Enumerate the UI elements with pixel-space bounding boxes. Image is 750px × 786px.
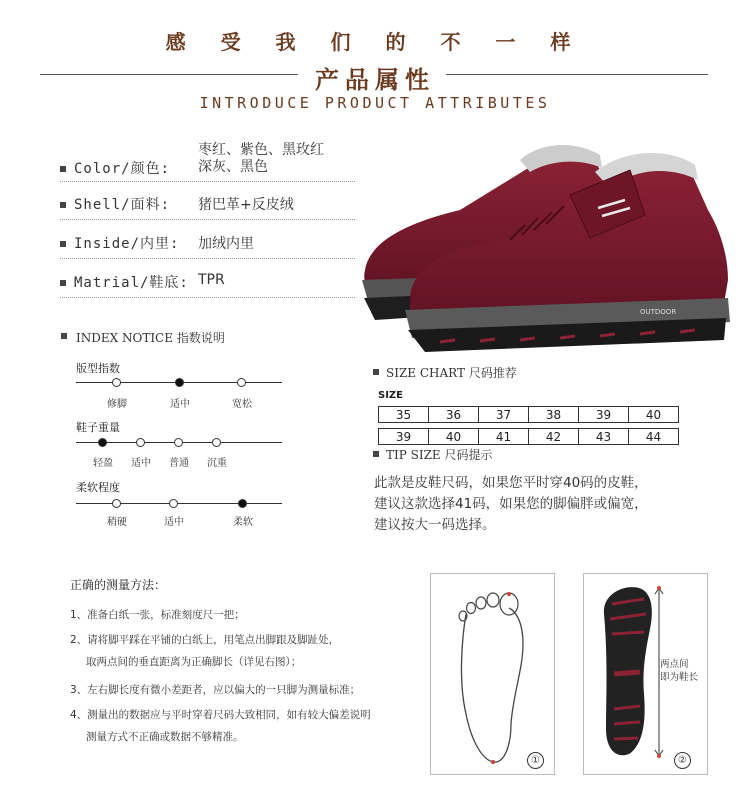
scale-fit-option: 修脚 xyxy=(107,399,127,410)
measure-title: 正确的测量方法： xyxy=(70,578,167,592)
bullet-square xyxy=(60,241,66,247)
index-notice-title: INDEX NOTICE 指数说明 xyxy=(76,331,225,345)
size-cell: 37 xyxy=(479,407,529,423)
scale-softness-track xyxy=(76,503,282,504)
bullet-square xyxy=(60,202,66,208)
product-shoe-image xyxy=(340,130,740,360)
scale-fit-dot-2 xyxy=(237,378,246,387)
shoe-brand-text: OUTDOOR xyxy=(640,308,677,316)
scale-fit-dot-0 xyxy=(112,378,121,387)
attr-color xyxy=(60,142,355,178)
scale-fit-option: 适中 xyxy=(170,399,190,410)
scale-weight-option: 轻盈 xyxy=(93,458,113,469)
figure-number: ① xyxy=(527,752,544,769)
attr-label: Color/颜色: xyxy=(74,161,171,177)
size-cell: 40 xyxy=(629,407,679,423)
scale-fit-dot-1 xyxy=(175,378,184,387)
attr-label: Shell/面料: xyxy=(74,197,171,213)
scale-weight-label: 鞋子重量 xyxy=(76,421,120,434)
scale-fit-option: 宽松 xyxy=(232,399,252,410)
scale-softness-dot-1 xyxy=(169,499,178,508)
bullet-square xyxy=(60,280,66,286)
divider xyxy=(60,181,355,182)
tip-title: TIP SIZE 尺码提示 xyxy=(386,448,493,462)
tip-line: 此款是皮鞋尺码，如果您平时穿40码的皮鞋， xyxy=(374,475,648,491)
sole-label-line: 即为鞋长 xyxy=(660,672,699,683)
size-cell: 35 xyxy=(379,407,429,423)
size-cell: 36 xyxy=(429,407,479,423)
attr-value-line: 枣红、紫色、黑玫红 xyxy=(198,142,324,158)
scale-softness-label: 柔软程度 xyxy=(76,481,120,494)
bullet-square xyxy=(61,333,67,339)
size-table-row1 xyxy=(378,406,679,423)
size-cell: 42 xyxy=(529,429,579,445)
tip-line: 建议按大一码选择。 xyxy=(374,517,496,533)
scale-fit-label: 版型指数 xyxy=(76,362,120,375)
bullet-square xyxy=(373,451,379,457)
foot-outline-icon xyxy=(431,574,554,774)
attr-value-line: 深灰、黑色 xyxy=(198,159,268,175)
scale-weight-dot-0 xyxy=(98,438,107,447)
sole-length-label xyxy=(660,658,698,684)
size-chart-title: SIZE CHART 尺码推荐 xyxy=(386,366,517,380)
sole-figure-box xyxy=(583,573,708,775)
scale-softness-dot-0 xyxy=(112,499,121,508)
size-table-row2 xyxy=(378,428,679,445)
section-title: 产品属性 xyxy=(315,66,435,94)
sole-label-line: 两点间 xyxy=(660,659,689,670)
attr-value: 加绒内里 xyxy=(198,236,254,252)
divider xyxy=(60,297,355,298)
scale-weight-dot-3 xyxy=(212,438,221,447)
bullet-square xyxy=(373,369,379,375)
tagline: 感 受 我 们 的 不 一 样 xyxy=(165,30,585,54)
scale-weight-option: 沉重 xyxy=(207,458,227,469)
attr-inside xyxy=(60,233,355,253)
attr-shell xyxy=(60,194,355,214)
foot-figure-box xyxy=(430,573,555,775)
size-cell: 39 xyxy=(379,429,429,445)
attr-value: 猪巴革+反皮绒 xyxy=(198,197,294,213)
attr-value: TPR xyxy=(198,272,225,288)
scale-weight-option: 普通 xyxy=(169,458,189,469)
measure-step: 测量方式不正确或数据不够精准。 xyxy=(86,731,244,743)
scale-weight-option: 适中 xyxy=(131,458,151,469)
size-cell: 44 xyxy=(629,429,679,445)
attr-label: Matrial/鞋底: xyxy=(74,275,189,291)
divider xyxy=(60,219,355,220)
measure-step: 取两点间的垂直距离为正确脚长（详见右图）； xyxy=(86,656,302,668)
divider xyxy=(60,258,355,259)
scale-softness-option: 柔软 xyxy=(233,517,253,528)
scale-softness-dot-2 xyxy=(238,499,247,508)
scale-softness-option: 适中 xyxy=(164,517,184,528)
tip-line: 建议这款选择41码，如果您的脚偏胖或偏宽， xyxy=(374,496,648,512)
size-cell: 41 xyxy=(479,429,529,445)
attr-value xyxy=(198,142,324,176)
size-cell: 39 xyxy=(579,407,629,423)
measure-step: 2、请将脚平踩在平铺的白纸上，用笔点出脚跟及脚趾处， xyxy=(70,634,340,646)
size-cell: 40 xyxy=(429,429,479,445)
attr-sole xyxy=(60,272,355,292)
size-cell: 38 xyxy=(529,407,579,423)
tip-text xyxy=(374,473,734,536)
measure-step: 1、准备白纸一张，标准刻度尺一把； xyxy=(70,609,245,621)
size-cell: 43 xyxy=(579,429,629,445)
bullet-square xyxy=(60,166,66,172)
attr-label: Inside/内里: xyxy=(74,236,180,252)
measure-step: 4、测量出的数据应与平时穿着尺码大致相同，如有较大偏差说明 xyxy=(70,709,371,721)
section-subtitle: INTRODUCE PRODUCT ATTRIBUTES xyxy=(199,94,551,112)
scale-softness-option: 稍硬 xyxy=(107,517,127,528)
scale-weight-dot-1 xyxy=(136,438,145,447)
figure-number: ② xyxy=(674,752,691,769)
measure-step: 3、左右脚长度有微小差距者，应以偏大的一只脚为测量标准； xyxy=(70,684,361,696)
scale-weight-dot-2 xyxy=(174,438,183,447)
size-label: SIZE xyxy=(378,390,404,401)
